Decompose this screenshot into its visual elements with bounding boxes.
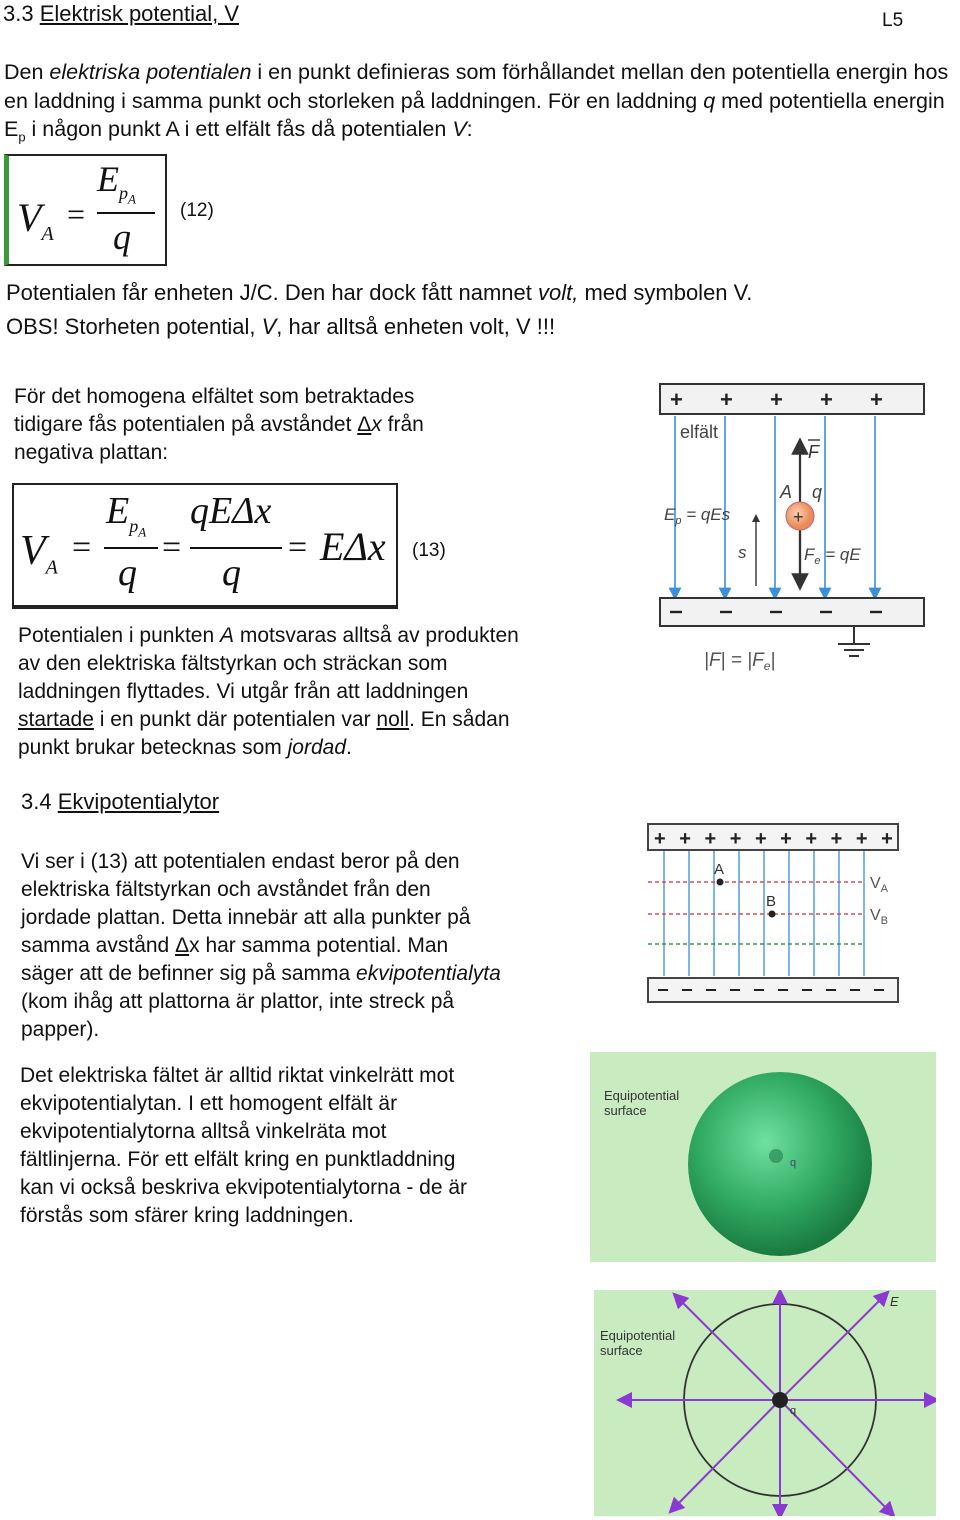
- label-surface: surface: [600, 1343, 643, 1358]
- point-charge: [772, 1392, 788, 1408]
- plus-sign: +: [770, 387, 783, 412]
- eq12-E: E: [97, 159, 119, 199]
- product-text: motsvaras alltså av produkten: [234, 624, 519, 647]
- equi-line: [21, 932, 621, 960]
- plus-sign: +: [720, 387, 733, 412]
- label-s: s: [738, 543, 747, 562]
- units-line-1: [6, 279, 752, 307]
- eq13-label: (13): [412, 540, 446, 561]
- figure-background: [594, 1290, 936, 1516]
- perp-line: Det elektriska fältet är alltid riktat vinkelrätt mot: [20, 1064, 455, 1087]
- homog-text: tidigare fås potentialen på avståndet: [14, 413, 358, 436]
- homog-x: x: [371, 413, 382, 436]
- eq13-den-2: q: [222, 552, 241, 594]
- label-VB: $V_B$: [870, 907, 889, 927]
- eq13-V: V: [20, 528, 46, 574]
- product-A: A: [219, 624, 234, 647]
- equi-paragraph: [21, 848, 621, 1044]
- intro-em: elektriska potentialen: [49, 60, 252, 84]
- figure-radial-field: [594, 1290, 936, 1516]
- product-line: [18, 622, 618, 650]
- product-underlined: startade: [18, 708, 94, 731]
- eq12-V: V: [17, 195, 42, 240]
- section-3-4-heading: [21, 788, 219, 816]
- label-A: A: [780, 482, 793, 502]
- eq13-equals-2: =: [162, 529, 182, 566]
- product-line: av den elektriska fältstyrkan och sträckan som: [18, 652, 448, 675]
- delta-symbol: Δ: [357, 413, 372, 436]
- product-line: laddningen flyttades. Vi utgår från att laddningen: [18, 680, 469, 703]
- equi-text: säger att de befinner sig på samma: [21, 962, 357, 985]
- eq13-A: A: [138, 524, 147, 540]
- perp-paragraph: [20, 1062, 590, 1230]
- intro-paragraph: [4, 58, 954, 152]
- plus-sign: +: [820, 387, 833, 412]
- perp-line: ekvipotentialytorna alltså vinkelräta mot: [20, 1120, 387, 1143]
- equi-line: (kom ihåg att plattorna är plattor, inte streck på: [21, 990, 455, 1013]
- equi-line: Vi ser i (13) att potentialen endast beror på den: [21, 850, 460, 873]
- perp-line: förstås som sfärer kring laddningen.: [20, 1204, 354, 1227]
- product-text: Potentialen i punkten: [18, 624, 220, 647]
- homog-paragraph: [14, 383, 634, 467]
- eq13-num-2: qEΔx: [190, 490, 272, 532]
- label-q: q: [790, 1157, 797, 1169]
- intro-q: q: [703, 88, 716, 113]
- section-title: Elektrisk potential, V: [39, 1, 240, 26]
- label-Ep: $E_p$ = qEs: [664, 505, 731, 527]
- label-q: q: [812, 482, 823, 502]
- product-text: punkt brukar betecknas som: [18, 736, 288, 759]
- equi-line: jordade plattan. Detta innebär att alla punkter på: [21, 906, 471, 929]
- eq13-equals-3: =: [288, 529, 308, 566]
- negative-plate: [660, 598, 924, 626]
- product-paragraph: [18, 622, 618, 762]
- eq13-rhs: EΔx: [320, 524, 386, 569]
- units-line-2: [6, 313, 555, 341]
- point-B: [769, 911, 776, 918]
- product-em: jordad: [287, 736, 347, 759]
- homog-line: För det homogena elfältet som betraktades: [14, 385, 415, 408]
- intro-V: V: [452, 117, 467, 141]
- section-number: 3.3: [3, 1, 40, 26]
- eq13-lhs: [20, 527, 58, 579]
- intro-colon: :: [466, 117, 473, 141]
- perp-line: kan vi också beskriva ekvipotentialytorna - de är: [20, 1176, 468, 1199]
- delta-symbol: Δ: [175, 934, 190, 957]
- units-text: OBS! Storheten potential,: [6, 314, 262, 339]
- section-title: Ekvipotentialytor: [57, 789, 220, 814]
- eq12-V-sub: A: [41, 223, 54, 245]
- plus-sign: +: [670, 387, 683, 412]
- point-A: [717, 879, 724, 886]
- eq13-frac-line-1: [104, 547, 158, 549]
- product-line: [18, 706, 618, 734]
- plus-sign: +: [870, 387, 883, 412]
- homog-text: från: [381, 413, 424, 436]
- label-F: F: [808, 442, 819, 462]
- equi-line: elektriska fältstyrkan och avståndet från den: [21, 878, 431, 901]
- intro-text: med potentiella energin E: [4, 88, 945, 141]
- page-label: L5: [882, 10, 904, 31]
- product-text: . En sådan: [409, 708, 510, 731]
- product-line: [18, 734, 618, 762]
- eq12-label: (12): [180, 200, 214, 221]
- intro-text: i en punkt definieras som förhållandet mellan den potentiella energin hos en laddning i samma punkt och storleken på laddningen. För en laddning: [4, 60, 949, 113]
- product-text: .: [346, 736, 352, 759]
- eq13-frac-line-2: [190, 547, 282, 549]
- units-text: med symbolen V.: [578, 280, 753, 305]
- eq12-p: p: [119, 183, 128, 204]
- label-q: q: [790, 1405, 797, 1417]
- equi-line: papper).: [21, 1018, 100, 1041]
- equi-line: [21, 960, 621, 988]
- product-text: i en punkt där potentialen var: [93, 708, 377, 731]
- label-E: E: [890, 1294, 899, 1309]
- eq12-equals: =: [67, 196, 86, 232]
- label-elfalt: elfält: [680, 422, 719, 442]
- product-underlined: noll: [376, 708, 410, 731]
- label-A: A: [714, 861, 725, 878]
- intro-sub: p: [18, 129, 26, 145]
- label-equipotential: Equipotential: [604, 1088, 680, 1103]
- eq12-fraction-line: [97, 212, 155, 214]
- homog-line: negativa plattan:: [14, 441, 169, 464]
- positive-plate: [660, 384, 924, 414]
- eq12-numerator: [97, 158, 136, 208]
- eq13-V-sub: A: [45, 556, 58, 579]
- intro-text: i någon punkt A i ett elfält fås då potentialen: [25, 117, 453, 141]
- eq13-num-1: [106, 489, 146, 540]
- label-B: B: [766, 893, 777, 910]
- label-VA: $V_A$: [870, 875, 889, 895]
- equi-text: samma avstånd: [21, 934, 176, 957]
- eq13-den-1: q: [118, 552, 137, 594]
- units-em: volt,: [538, 280, 579, 305]
- ground-symbol: [838, 626, 870, 656]
- units-text: , har alltså enheten volt, V !!!: [276, 314, 556, 339]
- label-surface: surface: [604, 1103, 647, 1118]
- label-Fe: $F_e$ = qE: [804, 545, 861, 567]
- point-charge: [769, 1149, 783, 1163]
- eq13-E: E: [106, 490, 130, 532]
- equation-13-box: [12, 483, 398, 609]
- perp-line: fältlinjerna. För ett elfält kring en punktladdning: [20, 1148, 456, 1171]
- label-equipotential: Equipotential: [600, 1328, 676, 1343]
- figure-homogeneous-field: [640, 376, 956, 686]
- equipotential-sphere: [688, 1072, 872, 1256]
- section-number: 3.4: [21, 789, 58, 814]
- homog-line: [14, 411, 634, 439]
- figure-equipotential-plates: [644, 818, 906, 1018]
- abs-equation: $|F| = |F_e|$: [704, 650, 776, 673]
- perp-line: ekvipotentialytan. I ett homogent elfält är: [20, 1092, 398, 1115]
- charge-plus: +: [793, 507, 804, 527]
- units-em: V: [261, 314, 277, 339]
- figure-equipotential-sphere: [590, 1052, 936, 1262]
- section-heading: [3, 0, 239, 28]
- eq12-A: A: [128, 191, 136, 207]
- eq13-p: p: [129, 515, 139, 536]
- intro-text: Den: [4, 60, 50, 84]
- eq12-lhs: [17, 194, 54, 246]
- plus-row: + + + + + + + + + +: [654, 828, 897, 850]
- equation-12-box: [4, 154, 167, 266]
- equi-text: x har samma potential. Man: [189, 934, 449, 957]
- units-text: Potentialen får enheten J/C. Den har dock fått namnet: [6, 280, 538, 305]
- eq13-equals-1: =: [72, 529, 92, 566]
- eq12-denominator: q: [113, 217, 131, 257]
- equi-em: ekvipotentialyta: [356, 962, 501, 985]
